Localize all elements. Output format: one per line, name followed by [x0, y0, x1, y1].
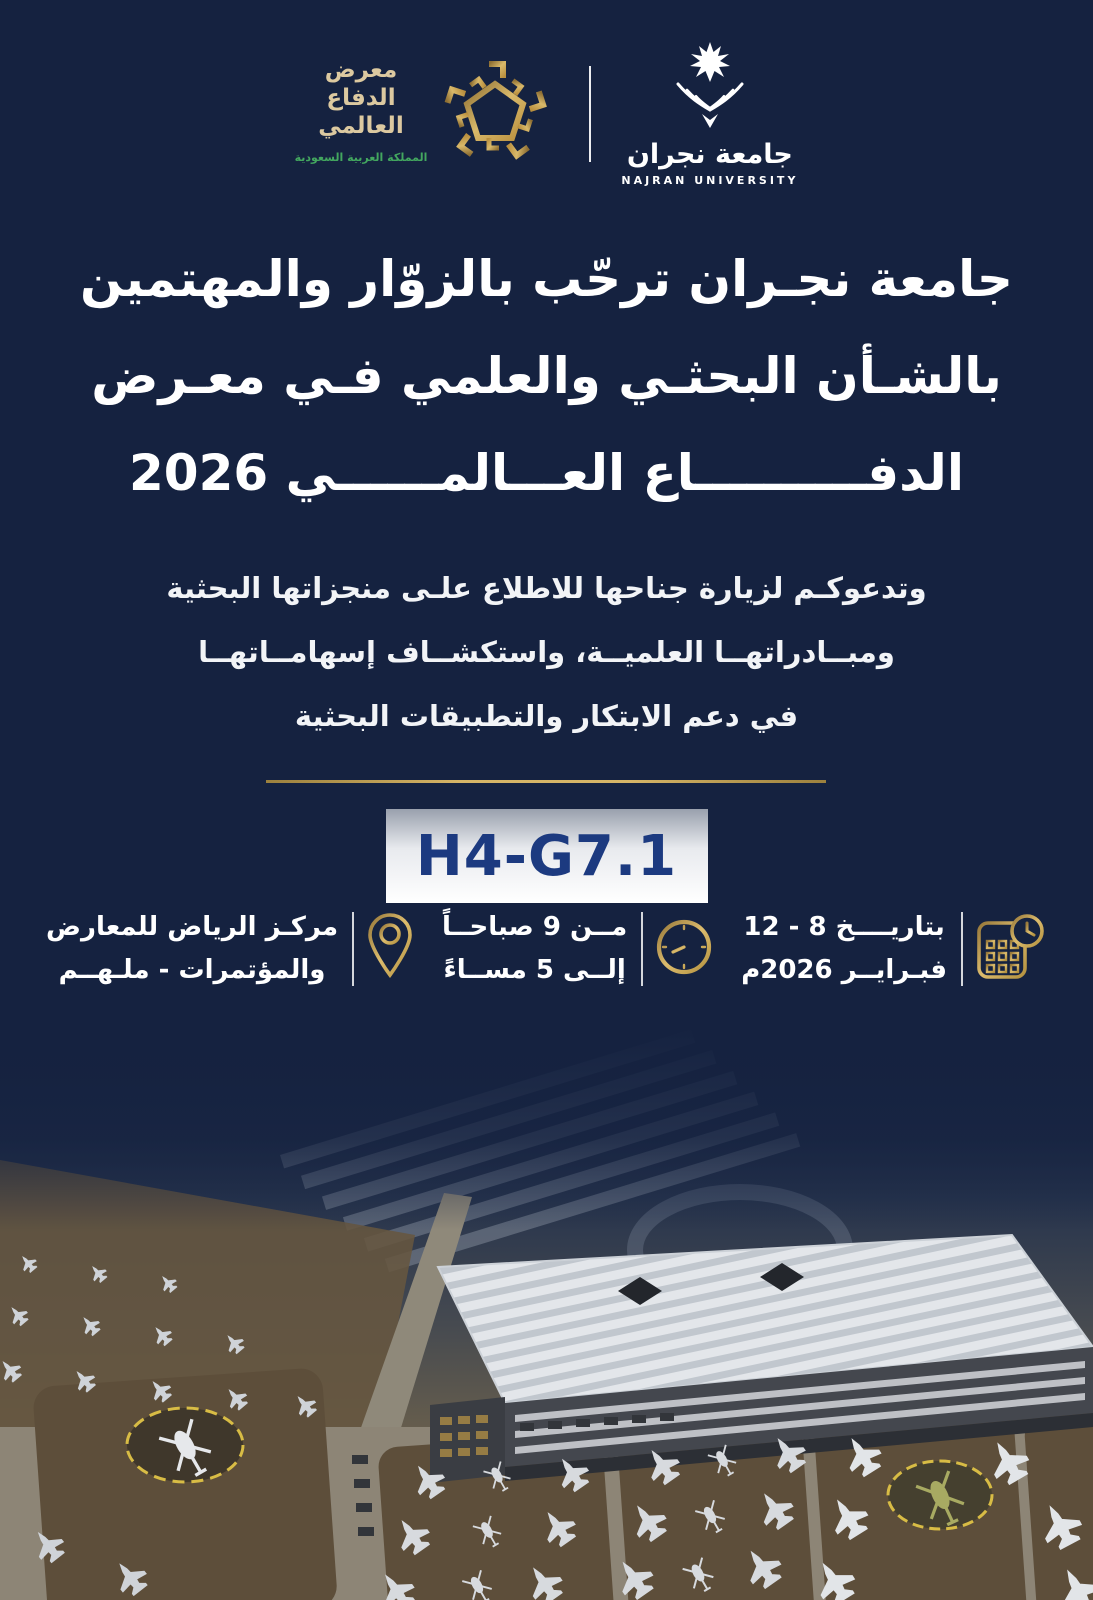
time-text: [442, 906, 627, 992]
info-separator-line: [641, 912, 643, 986]
world-defense-show-logo: [295, 50, 560, 178]
najran-name-arabic: جامعة نجران: [626, 139, 793, 170]
time-line-1: مــن 9 صباحــاً: [442, 912, 628, 942]
date-line-1: بتاريــــخ 8 - 12: [743, 912, 945, 942]
time-line-2: إلــى 5 مســاءً: [443, 955, 626, 985]
main-headline: [0, 231, 1093, 522]
logo-separator-line: [589, 66, 591, 162]
najran-name-english: NAJRAN UNIVERSITY: [621, 174, 799, 187]
stand-code: H4-G7.1: [415, 823, 678, 889]
wds-logo-line: الدفاع: [326, 84, 396, 111]
body-line-2: ومبــادراتهــا العلميــة، واستكشــاف إسهامــاتهــا: [198, 635, 895, 669]
date-text: [741, 906, 947, 992]
time-info-item: [442, 906, 715, 992]
wds-logo-line: العالمي: [318, 112, 404, 139]
headline-line-3: الدفــــــــــاع العـــالمــــــي 2026: [129, 444, 964, 502]
location-icon-wrap: [352, 911, 416, 987]
wds-logo-line: معرض: [324, 56, 398, 83]
info-separator-line: [352, 912, 354, 986]
location-line-1: مركـز الرياض للمعارض: [46, 912, 339, 942]
date-icon-wrap: [961, 909, 1047, 989]
event-info-row: [0, 906, 1093, 992]
location-pin-icon: [364, 911, 416, 987]
body-line-3: في دعم الابتكار والتطبيقات البحثية: [294, 699, 799, 733]
logo-row: [0, 40, 1093, 187]
wds-logo-wordmark: [295, 56, 428, 172]
wds-geometric-emblem-icon: [431, 50, 559, 178]
headline-line-1: جامعة نجـران ترحّب بالزوّار والمهتمين: [80, 250, 1013, 308]
calendar-clock-icon: [973, 909, 1047, 989]
najran-star-palm-emblem-icon: [650, 40, 770, 136]
info-separator-line: [961, 912, 963, 986]
location-info-item: [46, 906, 416, 992]
location-text: [46, 906, 338, 992]
headline-line-2: بالشـأن البحثـي والعلمي فـي معـرض: [91, 347, 1002, 405]
invitation-paragraph: [0, 556, 1093, 748]
clock-icon: [653, 916, 715, 982]
gold-divider-line: [266, 780, 826, 783]
date-line-2: فبـرايــر 2026م: [741, 955, 947, 985]
body-line-1: وتدعوكـم لزيارة جناحها للاطلاع علـى منجزاتها البحثية: [166, 571, 927, 605]
time-icon-wrap: [641, 912, 715, 986]
date-info-item: [741, 906, 1047, 992]
najran-university-logo: [621, 40, 798, 187]
stand-number-badge: [386, 809, 708, 903]
venue-aerial-render: [0, 1025, 1093, 1600]
wds-logo-tagline: المملكة العربية السعودية: [294, 150, 428, 164]
location-line-2: والمؤتمرات - ملـهــم: [58, 955, 326, 985]
